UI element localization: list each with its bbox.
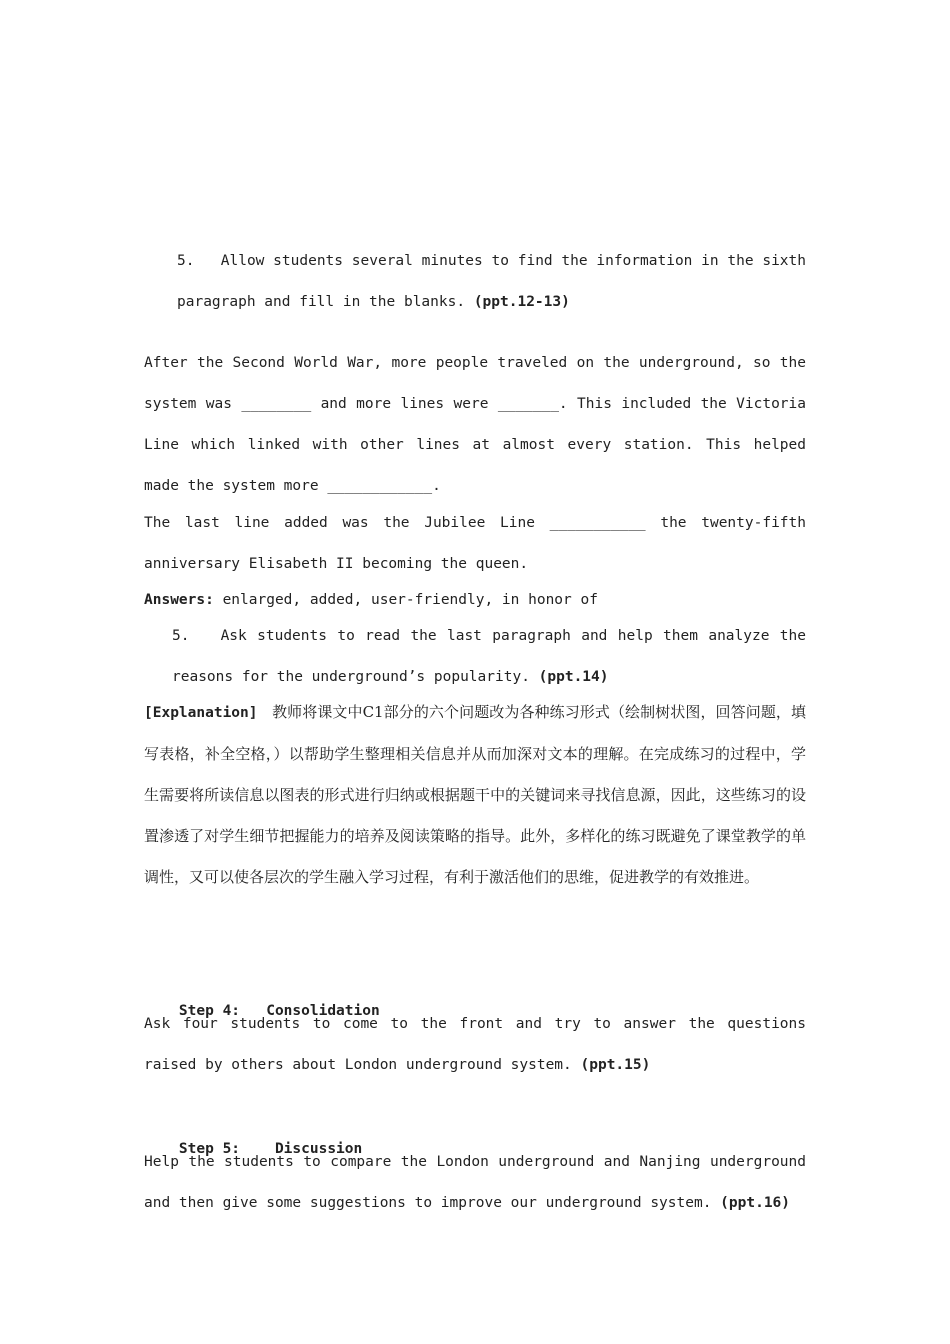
step-4-paragraph	[144, 1004, 806, 1086]
item-text: Allow students several minutes to find the information in the sixth paragraph and fill in the blanks.	[177, 253, 806, 310]
item-number: 5.	[177, 253, 195, 269]
explanation-text: 教师将课文中C1部分的六个问题改为各种练习形式（绘制树状图，回答问题，填写表格，补全空格，）以帮助学生整理相关信息并从而加深对文本的理解。在完成练习的过程中，学生需要将所读信息以图表的形式进行归纳或根据题干中的关键词来寻找信息源，因此，这些练习的设置渗透了对学生细节把握能力的培养及阅读策略的指导。此外，多样化的练习既避免了课堂教学的单调性，又可以使各层次的学生融入学习过程，有利于激活他们的思维，促进教学的有效推进。	[144, 703, 806, 886]
passage-text: After the Second World War, more people traveled on the underground, so the system was ________ and more lines were _______. This included the Victoria Line which linked with other lines at almost every station. This helped made the system more ____________.	[144, 355, 806, 494]
item-text: Ask students to read the last paragraph and help them analyze the reasons for the underground’s popularity.	[172, 628, 806, 685]
step-4-title: Step 4: Consolidation	[178, 1003, 380, 1019]
answers-label: Answers:	[144, 592, 214, 608]
ppt-reference: (ppt.14)	[538, 669, 609, 685]
answers-line	[144, 590, 806, 610]
step-4-text: Ask four students to come to the front and try to answer the questions raised by others about London underground system.	[144, 1016, 806, 1073]
passage-paragraph	[144, 503, 806, 585]
ppt-reference: (ppt.15)	[580, 1057, 651, 1073]
ppt-reference: (ppt.16)	[720, 1195, 791, 1211]
explanation-label: [Explanation]	[144, 705, 258, 721]
passage-text: The last line added was the Jubilee Line ___________ the twenty-fifth anniversary Elisabeth II becoming the queen.	[144, 515, 806, 572]
answers-text: enlarged, added, user-friendly, in honor of	[222, 592, 598, 608]
step-5-paragraph	[144, 1142, 806, 1224]
ppt-reference: (ppt.12-13)	[473, 294, 570, 310]
list-item-analyze-reasons	[172, 616, 806, 698]
explanation-paragraph	[144, 692, 806, 898]
list-item-find-information	[177, 241, 806, 323]
step-5-title: Step 5: Discussion	[178, 1141, 363, 1157]
passage-paragraph	[144, 343, 806, 507]
step-5-text: Help the students to compare the London underground and Nanjing underground and then give some suggestions to improve our underground system.	[144, 1154, 806, 1211]
item-number: 5.	[172, 628, 190, 644]
